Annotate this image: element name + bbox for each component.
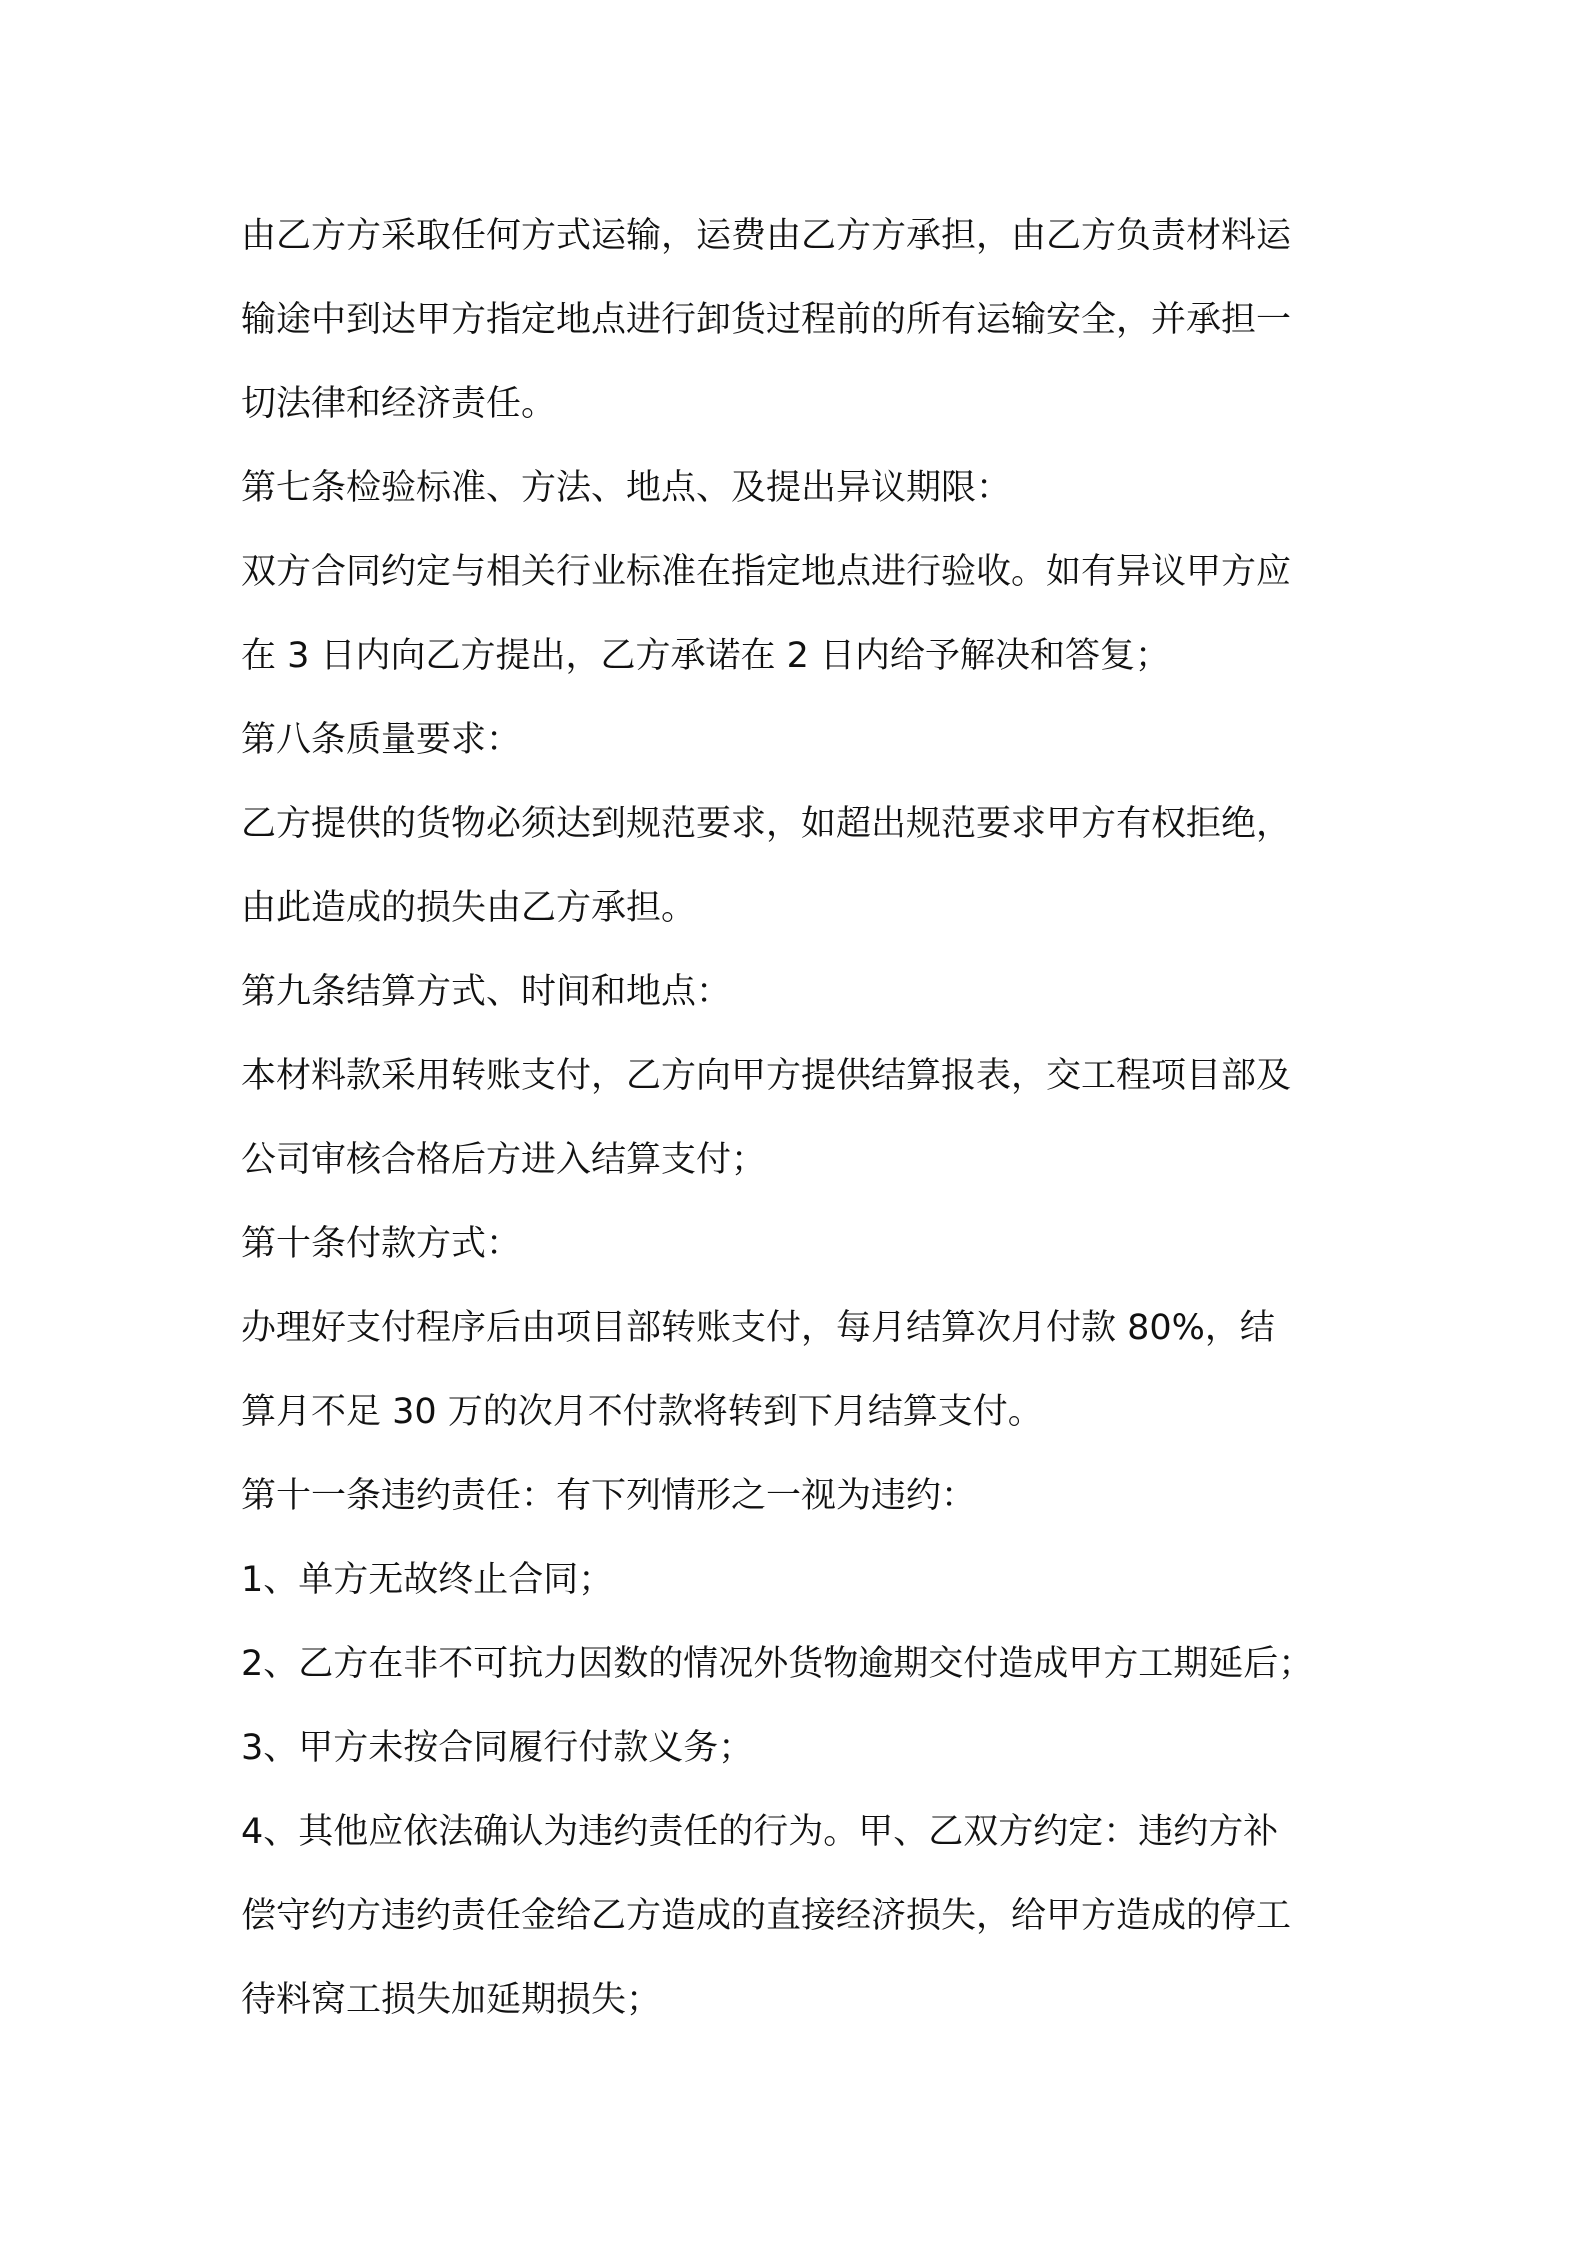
list-item: 4、其他应依法确认为违约责任的行为。甲、乙双方约定：违约方补 [241,1812,1279,1852]
section-heading-article-11: 第十一条违约责任：有下列情形之一视为违约： [241,1476,977,1516]
section-heading-article-10: 第十条付款方式： [241,1224,522,1264]
text-line: 输途中到达甲方指定地点进行卸货过程前的所有运输安全，并承担一 [241,300,1292,340]
text-line: 由此造成的损失由乙方承担。 [241,888,697,928]
list-item: 1、单方无故终止合同； [241,1560,614,1600]
section-heading-article-7: 第七条检验标准、方法、地点、及提出异议期限： [241,468,1012,508]
text-line: 本材料款采用转账支付，乙方向甲方提供结算报表，交工程项目部及 [241,1056,1292,1096]
section-heading-article-8: 第八条质量要求： [241,720,522,760]
text-line: 算月不足 30 万的次月不付款将转到下月结算支付。 [241,1392,1043,1432]
document-body [241,194,1361,2042]
list-item: 2、乙方在非不可抗力因数的情况外货物逾期交付造成甲方工期延后； [241,1644,1314,1684]
text-line: 办理好支付程序后由项目部转账支付，每月结算次月付款 80%，结 [241,1308,1275,1348]
list-item: 3、甲方未按合同履行付款义务； [241,1728,754,1768]
text-line: 乙方提供的货物必须达到规范要求，如超出规范要求甲方有权拒绝， [241,804,1292,844]
text-line: 双方合同约定与相关行业标准在指定地点进行验收。如有异议甲方应 [241,552,1292,592]
text-line: 公司审核合格后方进入结算支付； [241,1140,767,1180]
text-line: 待料窝工损失加延期损失； [241,1980,662,2020]
text-line: 由乙方方采取任何方式运输，运费由乙方方承担，由乙方负责材料运 [241,216,1292,256]
text-line: 在 3 日内向乙方提出，乙方承诺在 2 日内给予解决和答复； [241,636,1171,676]
section-heading-article-9: 第九条结算方式、时间和地点： [241,972,732,1012]
text-line: 切法律和经济责任。 [241,384,557,424]
text-line: 偿守约方违约责任金给乙方造成的直接经济损失，给甲方造成的停工 [241,1896,1292,1936]
